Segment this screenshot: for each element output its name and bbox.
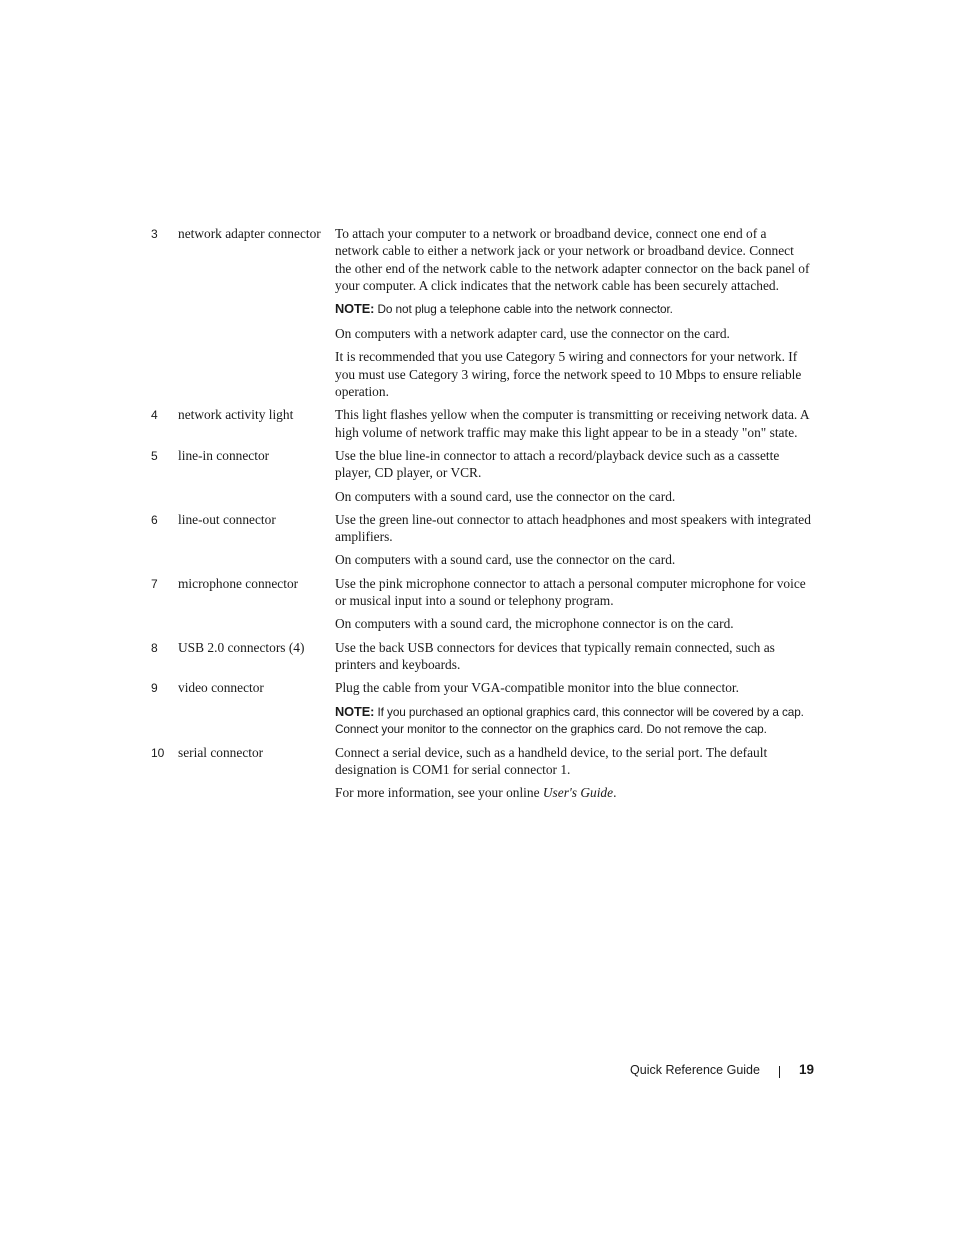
- description-paragraph: To attach your computer to a network or broadband device, connect one end of a network cable to either a network jack or your network or broadband device. Connect the other end of the network cable to the network adapter connector on the back panel of your computer. A click indicates that the network cable has been securely attached.: [335, 226, 810, 293]
- item-label: line-in connector: [178, 447, 270, 463]
- page-number: 19: [798, 1062, 814, 1077]
- item-number: 8: [151, 640, 158, 655]
- item-number: 5: [151, 448, 158, 463]
- item-label: microphone connector: [178, 575, 299, 591]
- description-paragraph: Use the pink microphone connector to attach a personal computer microphone for voice or musical input into a sound or telephony program.: [335, 575, 806, 609]
- item-number: 3: [151, 227, 158, 241]
- item-label: USB 2.0 connectors (4): [178, 639, 305, 655]
- item-label: serial connector: [178, 744, 264, 760]
- note-text: Do not plug a telephone cable into the network connector.: [374, 302, 673, 317]
- table-row: [151, 639, 811, 674]
- guide-title: User's Guide: [542, 785, 614, 801]
- item-number: 10: [151, 745, 165, 760]
- description-paragraph: Plug the cable from your VGA-compatible monitor into the blue connector.: [335, 680, 739, 696]
- item-description: [335, 447, 811, 505]
- item-number: 9: [151, 681, 158, 696]
- table-row: [151, 679, 811, 737]
- description-paragraph: Use the back USB connectors for devices that typically remain connected, such as printers and keyboards.: [335, 639, 775, 672]
- footer-title: Quick Reference Guide: [630, 1063, 760, 1077]
- item-label: network activity light: [178, 407, 294, 423]
- item-label: video connector: [178, 680, 264, 696]
- item-description: [335, 575, 811, 633]
- table-row: [151, 225, 811, 400]
- description-paragraph: [335, 784, 811, 801]
- description-paragraph: On computers with a network adapter card, use the connector on the card.: [335, 326, 730, 342]
- item-label: line-out connector: [178, 511, 276, 527]
- note-label: NOTE:: [335, 703, 375, 719]
- description-paragraph: Connect a serial device, such as a handheld device, to the serial port. The default designation is COM1 for serial connector 1.: [335, 744, 768, 777]
- note-label: NOTE:: [335, 301, 375, 317]
- footer-separator: [779, 1066, 780, 1078]
- page-footer: [630, 1061, 814, 1079]
- description-paragraph: Use the green line-out connector to attach headphones and most speakers with integrated amplifiers.: [335, 511, 811, 545]
- guide-suffix: .: [613, 785, 617, 801]
- description-paragraph: On computers with a sound card, use the connector on the card.: [335, 552, 676, 568]
- description-paragraph: On computers with a sound card, use the connector on the card.: [335, 488, 676, 504]
- description-paragraph: This light flashes yellow when the computer is transmitting or receiving network data. A high volume of network traffic may make this light appear to be in a steady "on" state.: [335, 407, 809, 440]
- item-number: 6: [151, 512, 158, 527]
- item-number: 7: [151, 576, 158, 591]
- note-text: If you purchased an optional graphics card, this connector will be covered by a cap. Connect your monitor to the connector on the graphics card. Do not remove the cap.: [335, 704, 804, 736]
- note: [335, 300, 811, 318]
- item-description: [335, 511, 811, 569]
- table-row: [151, 406, 811, 441]
- table-row: [151, 744, 811, 802]
- table-row: [151, 575, 811, 633]
- description-paragraph: It is recommended that you use Category 5 wiring and connectors for your network. If you must use Category 3 wiring, force the network speed to 10 Mbps to ensure reliable operation.: [335, 349, 802, 400]
- table-row: [151, 511, 811, 569]
- item-description: [335, 744, 811, 802]
- item-label: network adapter connector: [178, 226, 321, 241]
- item-number: 4: [151, 408, 158, 423]
- table-row: [151, 447, 811, 505]
- guide-prefix: For more information, see your online: [335, 785, 543, 801]
- description-paragraph: Use the blue line-in connector to attach a record/playback device such as a cassette player, CD player, or VCR.: [335, 447, 780, 481]
- description-paragraph: On computers with a sound card, the microphone connector is on the card.: [335, 616, 734, 632]
- note: [335, 703, 811, 738]
- item-description: [335, 225, 811, 400]
- item-description: [335, 406, 811, 441]
- item-description: [335, 679, 811, 737]
- connector-table: [151, 225, 811, 807]
- item-description: [335, 639, 811, 674]
